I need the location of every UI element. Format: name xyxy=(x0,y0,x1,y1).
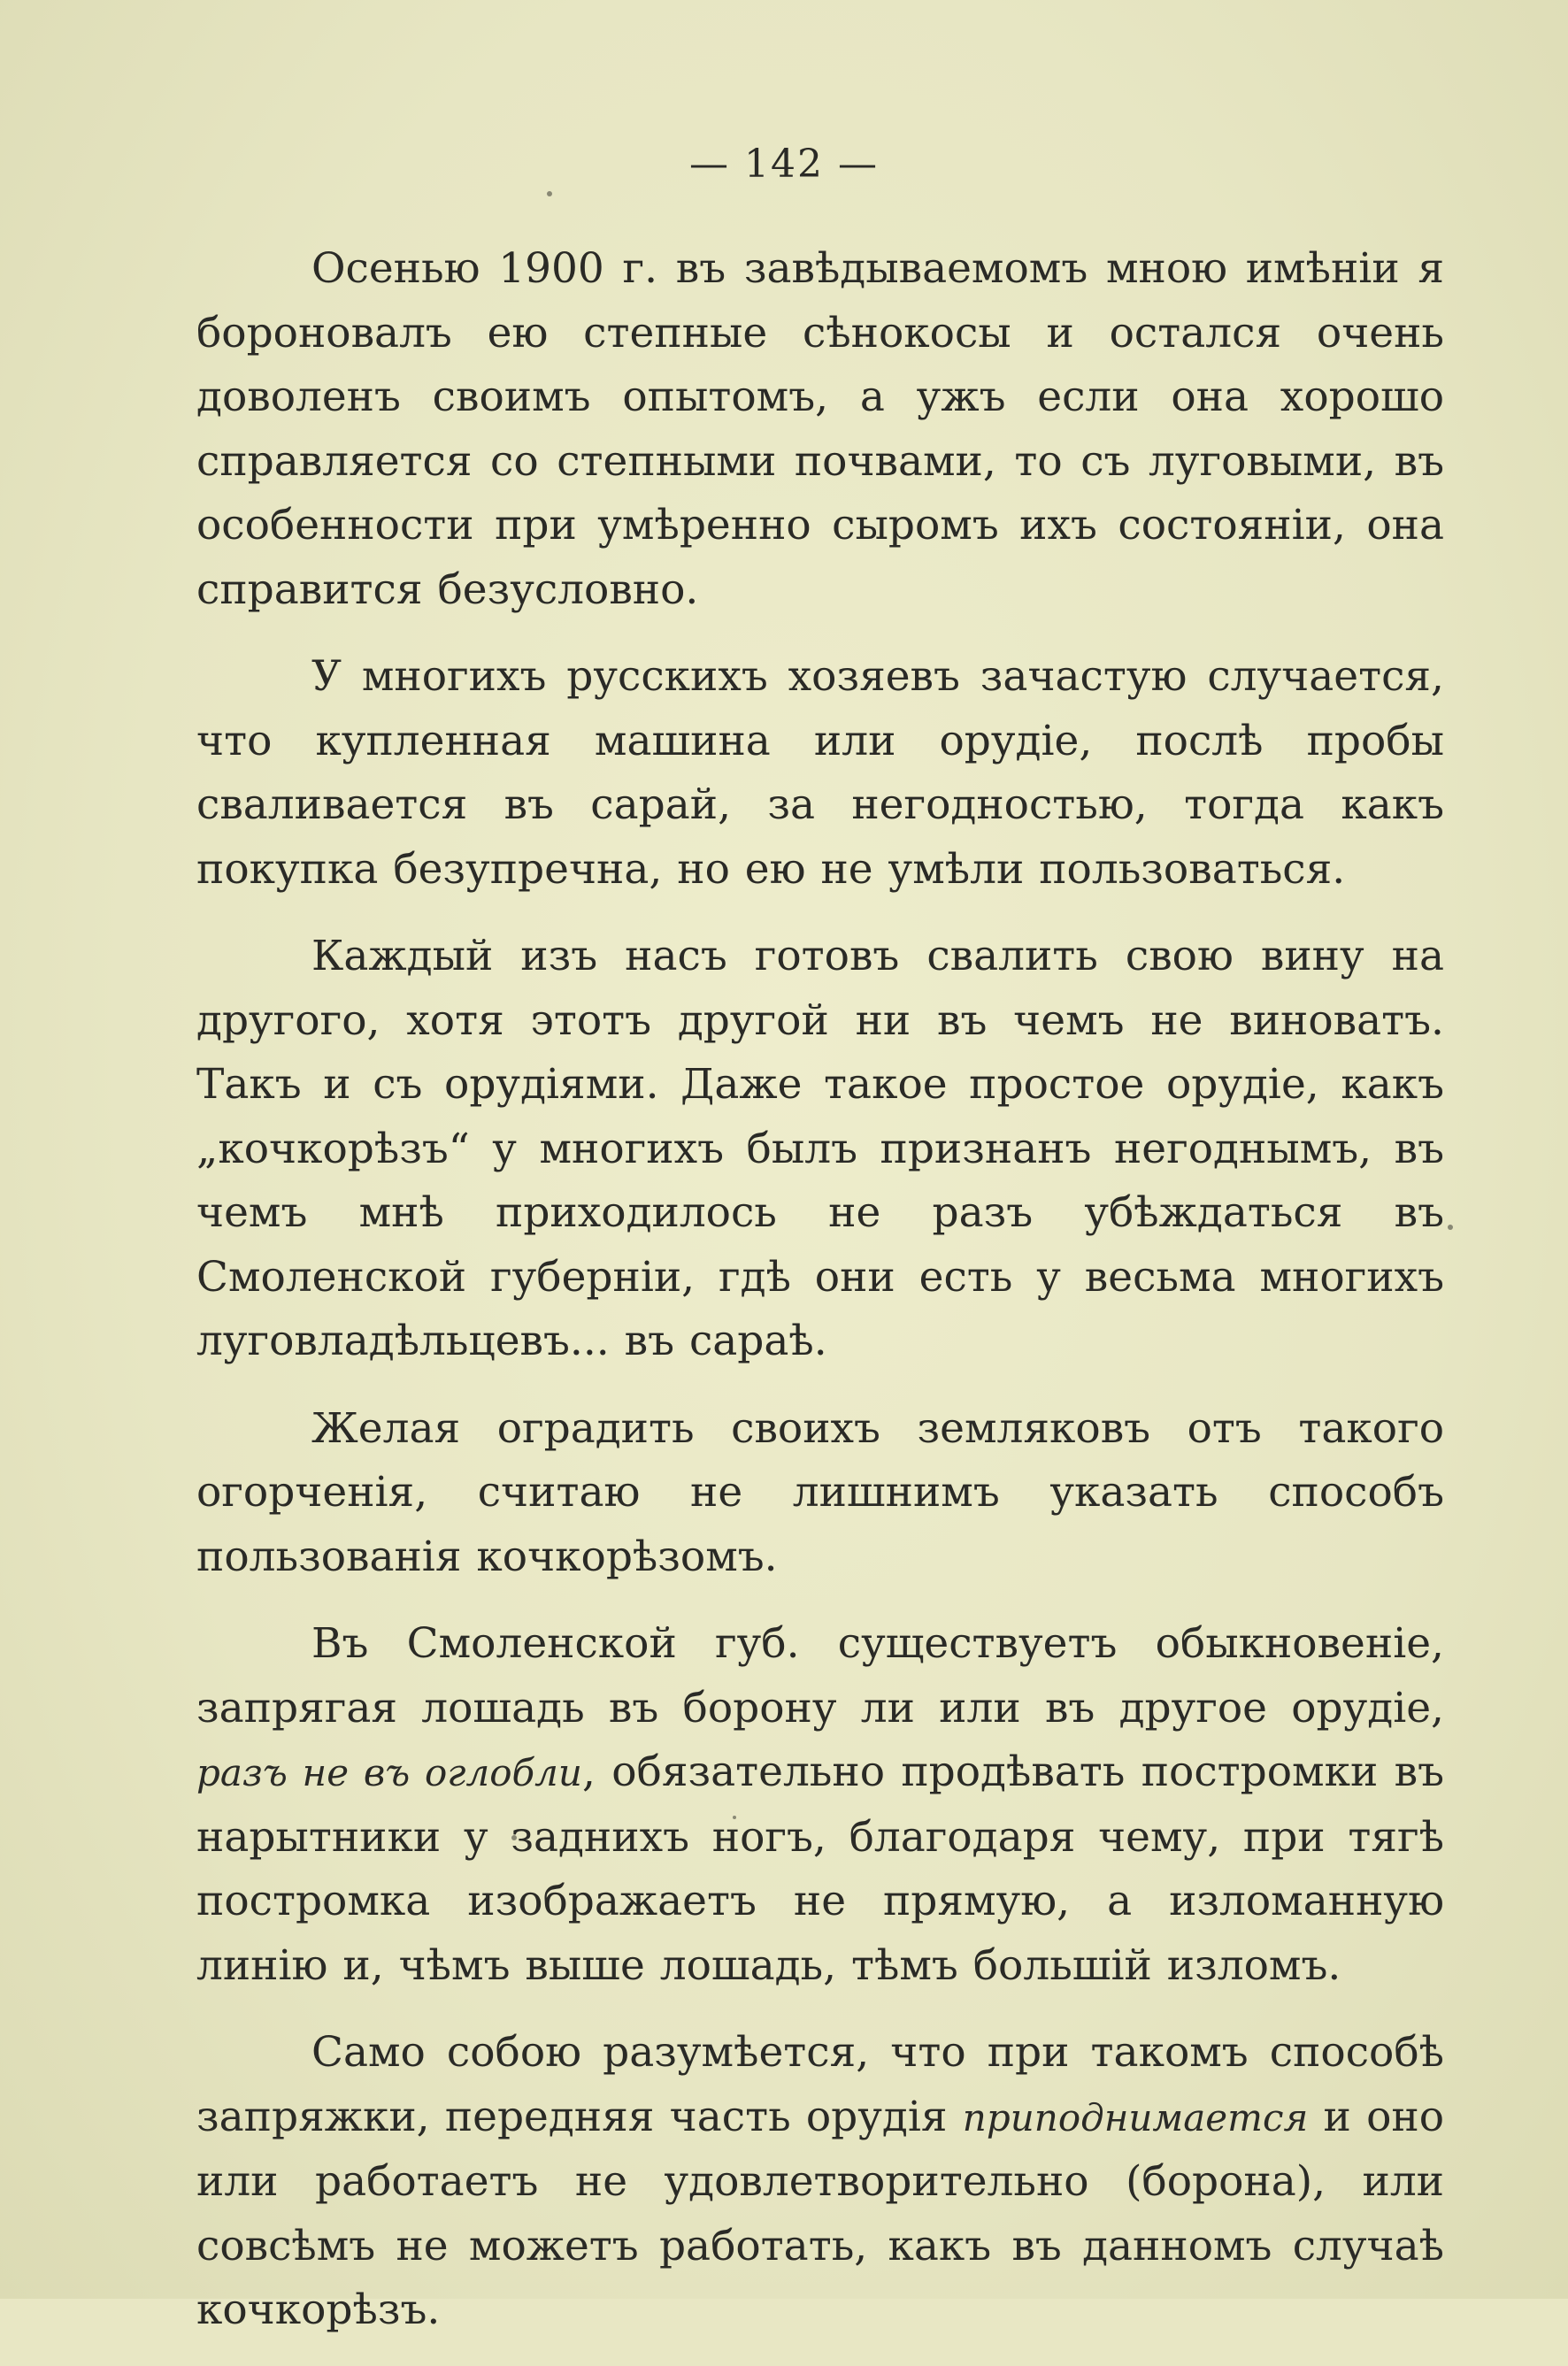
paragraph-2: У многихъ русскихъ хозяевъ зачастую случается, что купленная машина или орудіе, послѣ пробы сваливается въ сарай, за негодностью, тогда какъ покупка безупречна, но ею не умѣли пользоваться. xyxy=(196,652,1444,894)
paragraph-5-text-end: , обязательно продѣвать постромки въ нарытники у заднихъ ногъ, благодаря чему, при тягѣ постромка изображаетъ не прямую, а изломанную линію и, чѣмъ выше лошадь, тѣмъ большій изломъ. xyxy=(196,1748,1444,1990)
paragraph-3: Каждый изъ насъ готовъ свалить свою вину на другого, хотя этотъ другой ни въ чемъ не виноватъ. Такъ и съ орудіями. Даже такое простое орудіе, какъ „кочкорѣзъ“ у многихъ былъ признанъ негоднымъ, въ чемъ мнѣ приходилось не разъ убѣждаться въ Смоленской губерніи, гдѣ они есть у весьма многихъ луговладѣльцевъ... въ сараѣ. xyxy=(196,932,1444,1365)
paragraph-6-text-end: и оно или работаетъ не удовлетворительно (борона), или совсѣмъ не можетъ работать, какъ въ данномъ случаѣ кочкорѣзъ. xyxy=(196,2092,1445,2334)
paragraph-5-text-start: Въ Смоленской губ. существуетъ обыкновеніе, запрягая лошадь въ борону ли или въ другое орудіе, xyxy=(196,1619,1444,1732)
paragraph-1: Осенью 1900 г. въ завѣдываемомъ мною имѣніи я бороновалъ ею степные сѣнокосы и остался очень доволенъ своимъ опытомъ, а ужъ если она хорошо справляется со степными почвами, то съ луговыми, въ особенности при умѣренно сыромъ ихъ состояніи, она справится безусловно. xyxy=(196,244,1444,614)
paper-speck xyxy=(1448,1225,1453,1230)
paragraph-6-italic-phrase: приподнимается xyxy=(962,2095,1309,2139)
paragraph-4: Желая оградить своихъ земляковъ отъ такого огорченія, считаю не лишнимъ указать способъ пользованія кочкорѣзомъ. xyxy=(196,1403,1444,1581)
page-number: — 142 — xyxy=(689,142,879,187)
paper-speck xyxy=(547,191,552,196)
paragraph-6-text-start: Само собою разумѣется, что при такомъ способѣ запряжки, передняя часть орудія xyxy=(196,2028,1444,2141)
paragraph-6 xyxy=(196,2021,1444,2343)
paragraph-5-italic-phrase: разъ не въ оглобли xyxy=(196,1751,582,1794)
paragraph-5 xyxy=(196,1612,1444,1998)
body-text xyxy=(196,237,1444,2366)
